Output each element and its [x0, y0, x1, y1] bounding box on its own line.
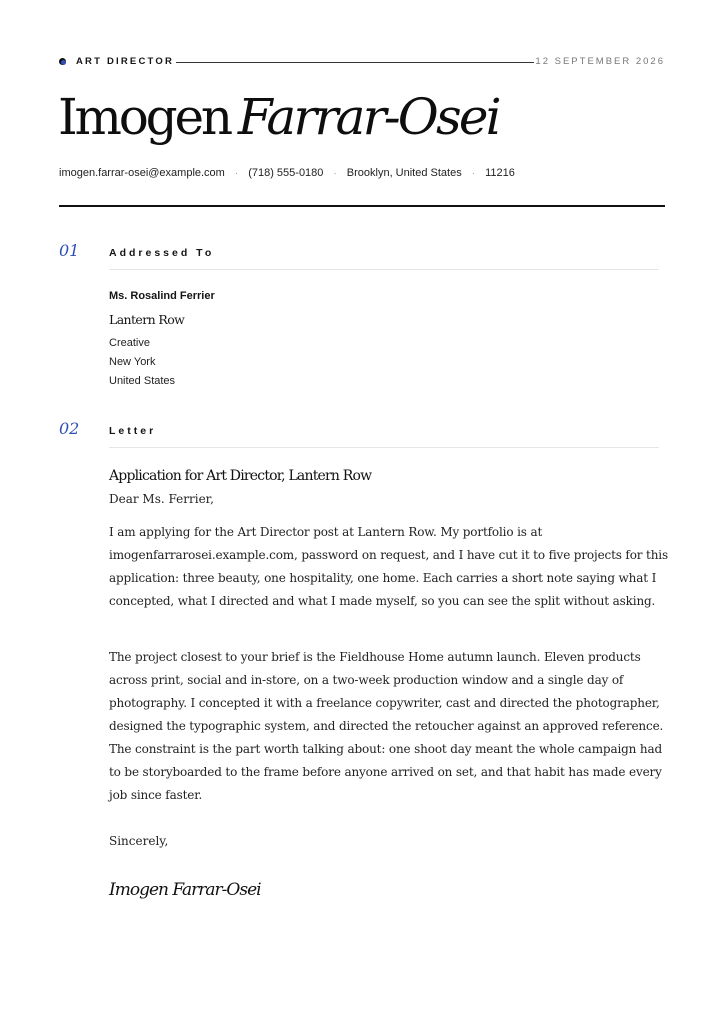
- recipient-address-line: New York: [109, 356, 156, 368]
- first-name: Imogen: [58, 88, 230, 146]
- contact-line: [59, 167, 515, 179]
- contact-separator: ·: [471, 167, 476, 179]
- section-number: 02: [59, 419, 80, 438]
- last-name: Farrar-Osei: [237, 88, 499, 146]
- letter-closing: Sincerely,: [109, 834, 169, 848]
- recipient-address-line: United States: [109, 375, 176, 387]
- section-divider: [109, 447, 659, 448]
- letter-salutation: Dear Ms. Ferrier,: [109, 492, 214, 506]
- header-divider: [176, 62, 534, 63]
- contact-phone: (718) 555-0180: [248, 167, 324, 179]
- letter-subject: Application for Art Director, Lantern Row: [109, 468, 372, 484]
- applicant-name: [58, 86, 499, 148]
- contact-location: Brooklyn, United States: [346, 167, 462, 179]
- section-title-addressed-to: Addressed To: [109, 247, 215, 259]
- signature: Imogen Farrar-Osei: [109, 880, 261, 900]
- recipient-company: Lantern Row: [109, 312, 185, 327]
- header-top-line: [59, 54, 665, 70]
- section-number: 01: [59, 241, 80, 260]
- recipient-name: Ms. Rosalind Ferrier: [109, 290, 215, 302]
- section-divider: [109, 269, 659, 270]
- letter-paragraph: The project closest to your brief is the Fieldhouse Home autumn launch. Eleven products across print, social and in-store, on a two-week production window and a single day of photography. I concepted it with a freelance copywriter, cast and directed the photographer, designed the typographic system, and directed the retoucher against an approved reference. The constraint is the part worth talking about: one shoot day meant the whole campaign had to be storyboarded to the frame before anyone arrived on set, and that habit has made every job since faster.: [109, 650, 664, 802]
- section-title-letter: Letter: [109, 425, 157, 437]
- contact-postal: 11216: [485, 167, 515, 179]
- contact-email: imogen.farrar-osei@example.com: [59, 167, 225, 179]
- role-label: ART DIRECTOR: [76, 56, 175, 67]
- letter-paragraph: I am applying for the Art Director post at Lantern Row. My portfolio is at imogenfarrarosei.example.com, password on request, and I have cut it to five projects for this application: three beauty, one hospitality, one home. Each carries a short note saying what I concepted, what I directed and what I made myself, so you can see the split without asking.: [109, 525, 669, 608]
- bullet-dot-icon: [59, 58, 66, 65]
- contact-separator: ·: [333, 167, 337, 179]
- contact-separator: ·: [234, 167, 239, 179]
- header-rule: [59, 205, 665, 207]
- letter-date: 12 SEPTEMBER 2026: [535, 56, 665, 67]
- recipient-address-line: Creative: [109, 337, 150, 349]
